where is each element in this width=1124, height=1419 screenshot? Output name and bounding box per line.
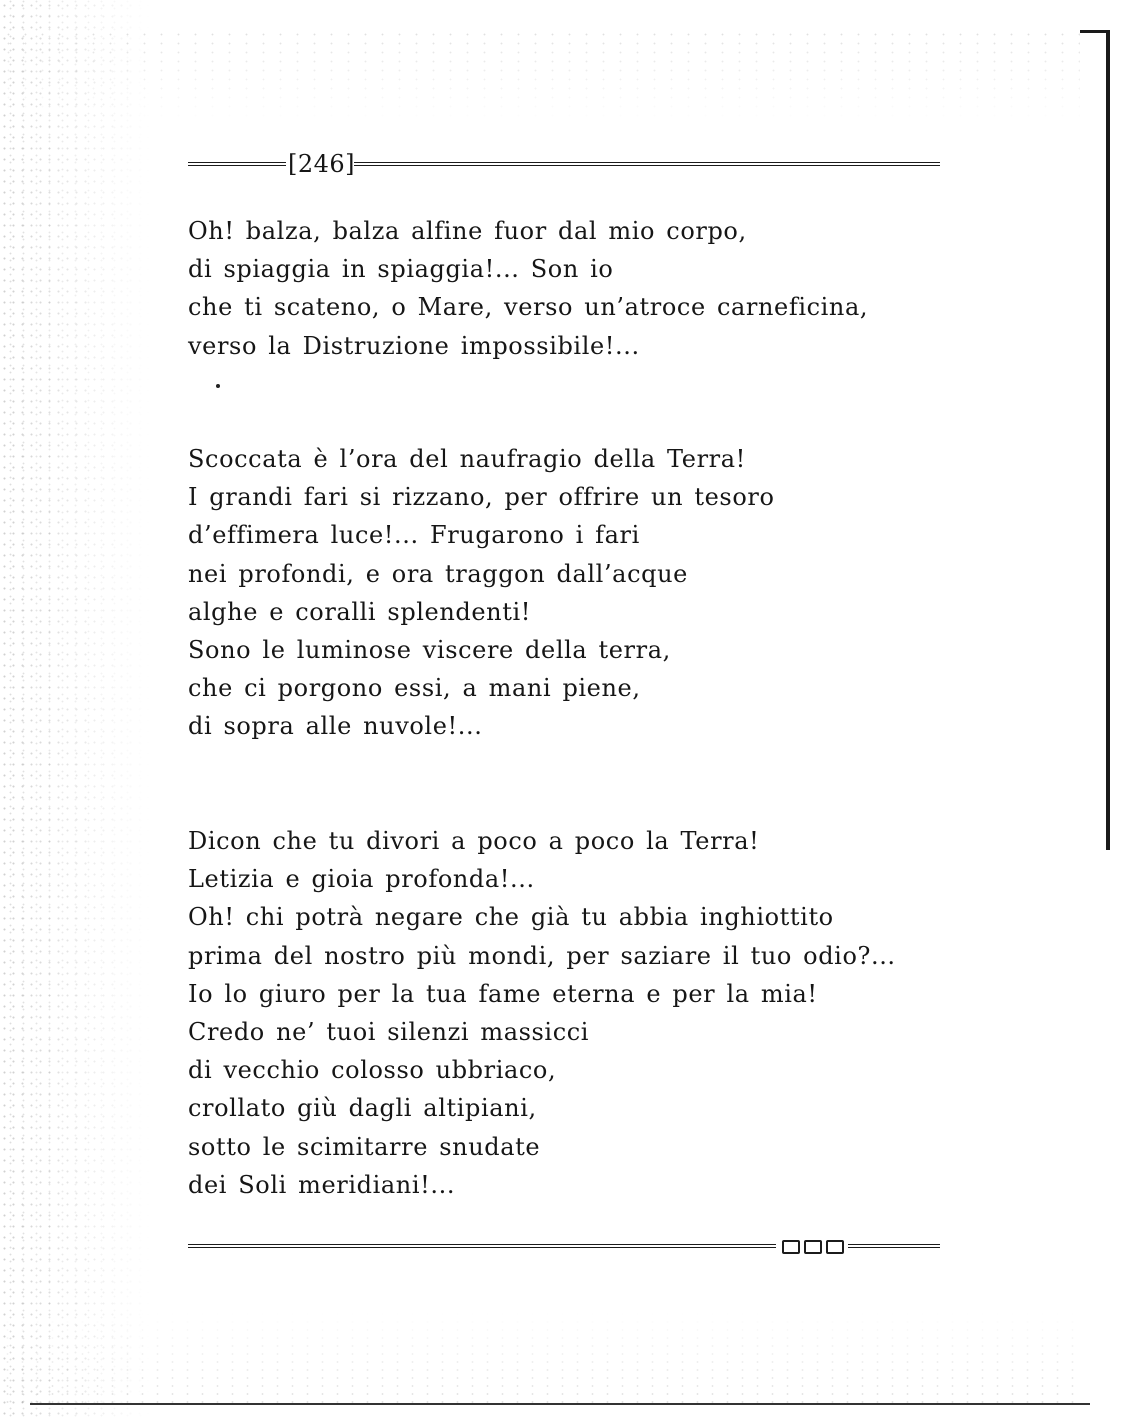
- verse-line: che ti scateno, o Mare, verso un’atroce carneficina,: [188, 293, 869, 322]
- page-footer-ornament: [188, 1236, 940, 1260]
- verse-line: Dicon che tu divori a poco a poco la Terra!: [188, 827, 760, 855]
- ornament-box: [804, 1240, 822, 1254]
- page-number: [246]: [288, 150, 356, 178]
- page-edge-bottom: [30, 1403, 1090, 1405]
- stanza-2: [188, 440, 948, 746]
- verse-line: Oh! chi potrà negare che già tu abbia inghiottito: [188, 903, 834, 932]
- verse-line: alghe e coralli splendenti!: [188, 597, 532, 626]
- stanza-3: [188, 822, 948, 1204]
- stanza-1: [188, 212, 948, 365]
- verse-line: Scoccata è l’ora del naufragio della Terra!: [188, 445, 746, 473]
- verse-line: I grandi fari si rizzano, per offrire un tesoro: [188, 483, 775, 512]
- ink-speck: [216, 384, 220, 388]
- header-rule-left: [188, 162, 286, 166]
- verse-line: di spiaggia in spiaggia!... Son io: [188, 255, 614, 284]
- page-header: [188, 146, 940, 186]
- footer-rule-right: [848, 1244, 940, 1248]
- scan-noise-left: [0, 0, 150, 1419]
- box-ornament: [782, 1240, 846, 1256]
- footer-rule-left: [188, 1244, 776, 1248]
- verse-line: sotto le scimitarre snudate: [188, 1132, 541, 1161]
- verse-line: Oh! balza, balza alfine fuor dal mio corpo,: [188, 217, 747, 245]
- verse-line: nei profondi, e ora traggon dall’acque: [188, 559, 688, 588]
- verse-line: di sopra alle nuvole!...: [188, 712, 483, 741]
- verse-line: d’effimera luce!... Frugarono i fari: [188, 521, 640, 550]
- verse-line: Credo ne’ tuoi silenzi massicci: [188, 1018, 590, 1047]
- page-edge-right: [1106, 30, 1110, 850]
- scan-noise-top: [0, 30, 1080, 120]
- ornament-box: [826, 1240, 844, 1254]
- verse-line: dei Soli meridiani!...: [188, 1170, 456, 1199]
- verse-line: crollato giù dagli altipiani,: [188, 1094, 537, 1123]
- verse-line: prima del nostro più mondi, per saziare il tuo odio?...: [188, 941, 896, 970]
- scan-noise-bottom: [0, 1310, 1080, 1405]
- verse-line: Sono le luminose viscere della terra,: [188, 636, 671, 665]
- verse-line: Letizia e gioia profonda!...: [188, 865, 535, 894]
- verse-line: verso la Distruzione impossibile!...: [188, 331, 640, 360]
- header-rule-right: [354, 162, 940, 166]
- ornament-box: [782, 1240, 800, 1254]
- verse-line: di vecchio colosso ubbriaco,: [188, 1056, 557, 1085]
- verse-line: che ci porgono essi, a mani piene,: [188, 674, 641, 703]
- verse-line: Io lo giuro per la tua fame eterna e per la mia!: [188, 979, 818, 1008]
